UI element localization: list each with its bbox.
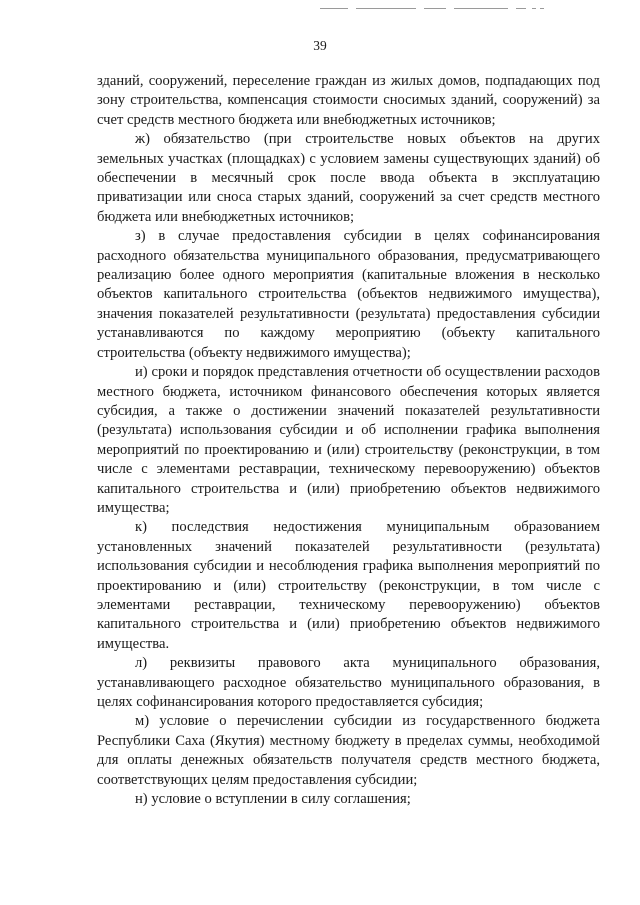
paragraph-item-l: л) реквизиты правового акта муниципального образования, устанавливающего расходное обязательство муниципального образования, в целях софинансирования которого предоставляется субсидия; <box>97 655 600 710</box>
page-number: 39 <box>313 38 327 53</box>
paragraph-continuation: зданий, сооружений, переселение граждан из жилых домов, подпадающих под зону строительства, компенсация стоимости сносимых зданий, сооружений) за счет средств местного бюджета или внебюджетных источников; <box>97 73 600 128</box>
document-body <box>97 72 600 809</box>
paragraph-item-n: н) условие о вступлении в силу соглашения; <box>135 791 411 808</box>
paragraph-item-zh: ж) обязательство (при строительстве новых объектов на других земельных участках (площадках) с условием замены существующих зданий) об обеспечении в месячный срок после ввода объекта в эксплуатацию приватизации или сноса старых зданий, сооружений за счет средств местного бюджета или внебюджетных источников; <box>97 131 600 225</box>
scan-artifact-marks <box>320 8 550 11</box>
paragraph-item-k: к) последствия недостижения муниципальным образованием установленных значений показателей результативности (результата) использования субсидии и несоблюдения графика выполнения мероприятий по проектированию и (или) строительству (реконструкции, в том числе с элементами реставрации, техническому перевооружению) объектов капитального строительства и (или) приобретению объектов недвижимого имущества. <box>97 519 600 652</box>
paragraph-item-z: з) в случае предоставления субсидии в целях софинансирования расходного обязательства муниципального образования, предусматривающего реализацию более одного мероприятия (капитальные вложения в несколько объектов капитального строительства (объектов недвижимого имущества), значения показателей результативности (результата) предоставления субсидии устанавливаются по каждому мероприятию (объекту капитального строительства (объекту недвижимого имущества); <box>97 228 600 361</box>
paragraph-item-m: м) условие о перечислении субсидии из государственного бюджета Республики Саха (Якутия) местному бюджету в пределах суммы, необходимой для оплаты денежных обязательств получателя средств местного бюджета, соответствующих целям предоставления субсидии; <box>97 713 600 788</box>
paragraph-item-i: и) сроки и порядок представления отчетности об осуществлении расходов местного бюджета, источником финансового обеспечения которых является субсидия, а также о достижении значений показателей результативности (результата) использования субсидии и об исполнении графика выполнения мероприятий по проектированию и (или) строительству (реконструкции, в том числе с элементами реставрации, техническому перевооружению) объектов капитального строительства и (или) приобретению объектов недвижимого имущества; <box>97 364 600 516</box>
